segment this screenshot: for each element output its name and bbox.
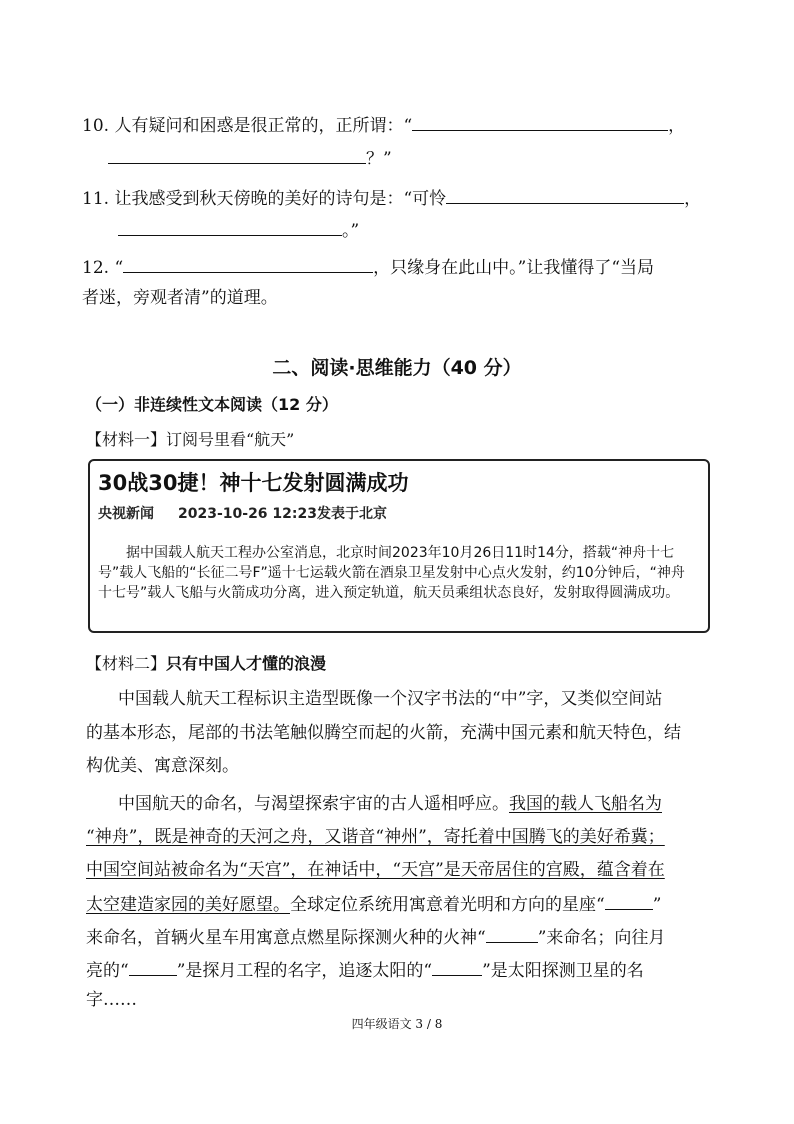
question-12-number: 12. “ [82,258,124,278]
paragraph-2-line-1 [118,792,662,816]
news-body: 据中国载人航天工程办公室消息，北京时间2023年10月26日11时14分，搭载“神舟十七号”载人飞船的“长征二号F”遥十七运载火箭在酒泉卫星发射中心点火发射，约10分钟后，“神舟十七号”载人飞船与火箭成功分离，进入预定轨道，航天员乘组状态良好，发射取得圆满成功。 [98,545,685,601]
paragraph-text: ”是太阳探测卫星的名 [482,961,644,981]
question-12-text: ，只缘身在此山中。”让我懂得了“当局 [373,258,655,278]
paragraph-2-line-5 [86,924,665,950]
news-clipping [88,459,710,633]
question-10-line-2 [108,145,392,171]
paragraph-2-line-4 [86,891,661,917]
section-heading: 二、阅读·思维能力（40 分） [272,357,522,379]
paragraph-text: 来命名，首辆火星车用寓意点燃星际探测火种的火神“ [86,928,486,948]
underlined-text: 我国的载人飞船名为 [509,794,662,814]
answer-blank-12[interactable] [123,254,373,273]
punctuation: ， [668,116,686,136]
news-title: 30战30捷！神十七发射圆满成功 [98,471,409,495]
paragraph-text: 亮的“ [86,961,129,981]
paragraph-1-line-2: 的基本形态，尾部的书法笔触似腾空而起的火箭，充满中国元素和航天特色，结 [86,723,681,743]
paragraph-text: ”是探月工程的名字，追逐太阳的“ [176,961,433,981]
paragraph-2-line-3: 中国空间站被命名为“天宫”，在神话中，“天宫”是天帝居住的宫殿，蕴含着在 [86,860,665,880]
answer-blank-constellation[interactable] [605,891,653,910]
paragraph-2-line-6 [86,957,644,983]
paragraph-text: 中国航天的命名，与渴望探索宇宙的古人遥相呼应。 [118,794,509,814]
punctuation: ， [684,189,702,209]
question-11-line-1 [82,185,701,211]
paragraph-2-line-2: “神舟”，既是神奇的天河之舟，又谐音“神州”，寄托着中国腾飞的美好希冀； [86,827,665,847]
question-11-text: 11. 让我感受到秋天傍晚的美好的诗句是：“可怜 [82,189,447,209]
paragraph-1-line-1: 中国载人航天工程标识主造型既像一个汉字书法的“中”字，又类似空间站 [118,689,663,709]
question-12-line-1 [82,254,654,280]
question-12-text-cont: 者迷，旁观者清”的道理。 [82,288,278,308]
paragraph-text: ”来命名；向往月 [537,928,666,948]
answer-blank-10a[interactable] [412,112,668,131]
question-10-line-1 [82,112,685,138]
material-2-title: 只有中国人才懂的浪漫 [166,654,327,673]
news-source-name: 央视新闻 [98,506,154,522]
punctuation: 。” [342,221,360,241]
subsection-heading: （一）非连续性文本阅读（12 分） [86,395,338,414]
paragraph-text: 全球定位系统用寓意着光明和方向的星座“ [290,895,605,915]
question-12-line-2 [82,286,278,310]
paragraph-2-line-7: 字…… [86,990,137,1010]
answer-blank-11a[interactable] [446,185,684,204]
question-10-text: 10. 人有疑问和困惑是很正常的，正所谓：“ [82,116,413,136]
answer-blank-lunar[interactable] [129,957,177,976]
news-timestamp: 2023-10-26 12:23发表于北京 [178,506,387,522]
answer-blank-mars-rover[interactable] [486,924,538,943]
material-2-tag: 【材料二】 [86,654,167,673]
punctuation: ？” [366,149,392,169]
news-source [98,503,387,523]
page-footer: 四年级语文 3 / 8 [351,1017,443,1031]
answer-blank-11b[interactable] [118,217,342,236]
punctuation: ” [652,895,662,915]
material-1-label: 【材料一】订阅号里看“航天” [86,430,295,449]
paragraph-1-line-3: 构优美、寓意深刻。 [86,756,239,776]
material-2-label [86,652,326,676]
question-11-line-2 [118,217,359,243]
answer-blank-10b[interactable] [108,145,366,164]
underlined-text: 太空建造家园的美好愿望。 [86,895,290,915]
answer-blank-solar[interactable] [432,957,482,976]
